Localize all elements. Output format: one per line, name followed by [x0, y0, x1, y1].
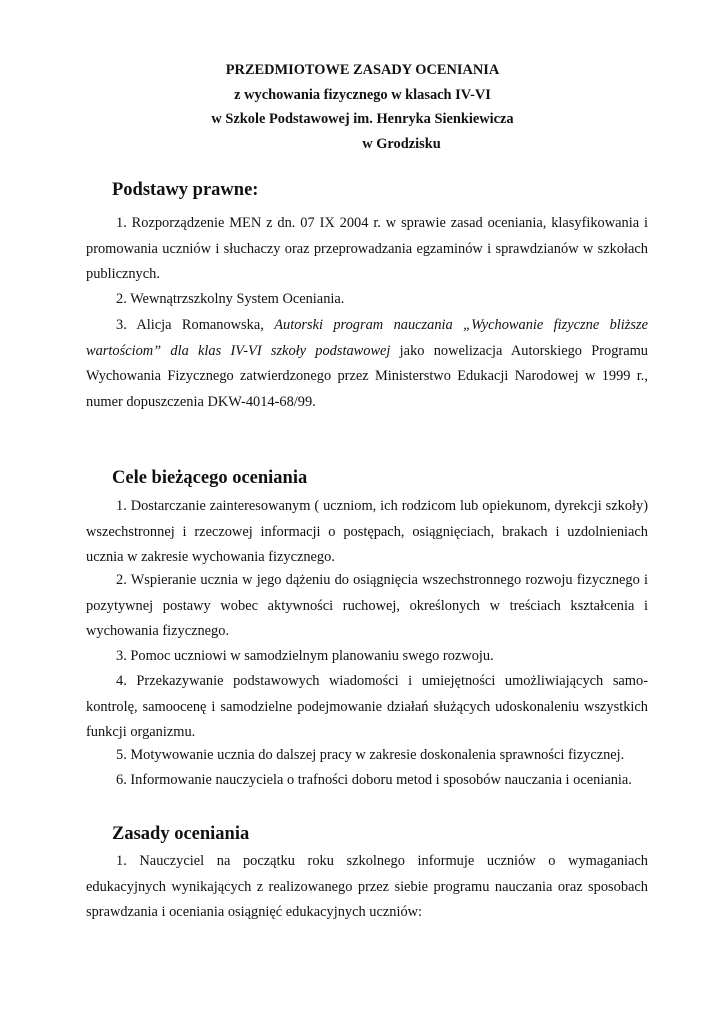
heading-assessment-rules: Zasady oceniania — [112, 824, 250, 844]
school-line: w Szkole Podstawowej im. Henryka Sienkiewicza — [211, 111, 514, 128]
heading-assessment-goals: Cele bieżącego oceniania — [112, 468, 308, 488]
document-title — [0, 58, 725, 156]
heading-legal-basis: Podstawy prawne: — [112, 180, 259, 200]
legal-item-1: 1. Rozporządzenie MEN z dn. 07 IX 2004 r. w sprawie zasad oceniania, klasyfikowania i promowania uczniów i słuchaczy oraz przeprowadzania egzaminów i sprawdzianów w szkołach publicznych. — [86, 215, 648, 283]
goal-item-3: 3. Pomoc uczniowi w samodzielnym planowaniu swego rozwoju. — [116, 648, 494, 664]
goal-item-5: 5. Motywowanie ucznia do dalszej pracy w zakresie doskonalenia sprawności fizycznej. — [116, 747, 625, 763]
goal-item-6: 6. Informowanie nauczyciela o trafności doboru metod i sposobów nauczania i oceniania. — [116, 772, 632, 788]
goal-item-4: 4. Przekazywanie podstawowych wiadomości i umiejętności umożliwiających samo-kontrolę, samoocenę i samodzielne podejmowanie działań służących udoskonaleniu wszystkich funkcji organizmu. — [86, 673, 648, 741]
rule-item-1: 1. Nauczyciel na początku roku szkolnego informuje uczniów o wymaganiach edukacyjnych wynikających z realizowanego przez siebie programu nauczania oraz sposobach sprawdzania i oceniania osiągnięć edukacyjnych uczniów: — [86, 853, 648, 921]
subtitle-line: z wychowania fizycznego w klasach IV-VI — [234, 86, 491, 103]
title-line: PRZEDMIOTOWE ZASADY OCENIANIA — [225, 62, 500, 78]
legal-item-2: 2. Wewnątrzszkolny System Oceniania. — [116, 291, 345, 307]
legal-item-3 — [86, 313, 648, 415]
location-line: w Grodzisku — [362, 135, 441, 152]
goal-item-2: 2. Wspieranie ucznia w jego dążeniu do osiągnięcia wszechstronnego rozwoju fizycznego i pozytywnej postawy wobec aktywności ruchowej, określonych w treściach kształcenia i wychowania fizycznego. — [86, 572, 648, 640]
legal-item-3-suffix: jako nowelizacja Autorskiego Programu Wychowania Fizycznego zatwierdzonego przez Ministerstwo Edukacji Narodowej w 1999 r., numer dopuszczenia DKW-4014-68/99. — [86, 342, 648, 410]
legal-item-3-program-title: Autorski program nauczania „Wychowanie fizyczne bliższe wartościom” dla klas IV-VI szkoły podstawowej — [86, 317, 648, 359]
goal-item-1: 1. Dostarczanie zainteresowanym ( uczniom, ich rodzicom lub opiekunom, dyrekcji szkoły) wszechstronnej i rzeczowej informacji o postępach, osiągnięciach, brakach i uzdolnieniach ucznia w zakresie wychowania fizycznego. — [86, 498, 648, 566]
legal-item-3-prefix: 3. Alicja Romanowska, — [116, 317, 275, 333]
